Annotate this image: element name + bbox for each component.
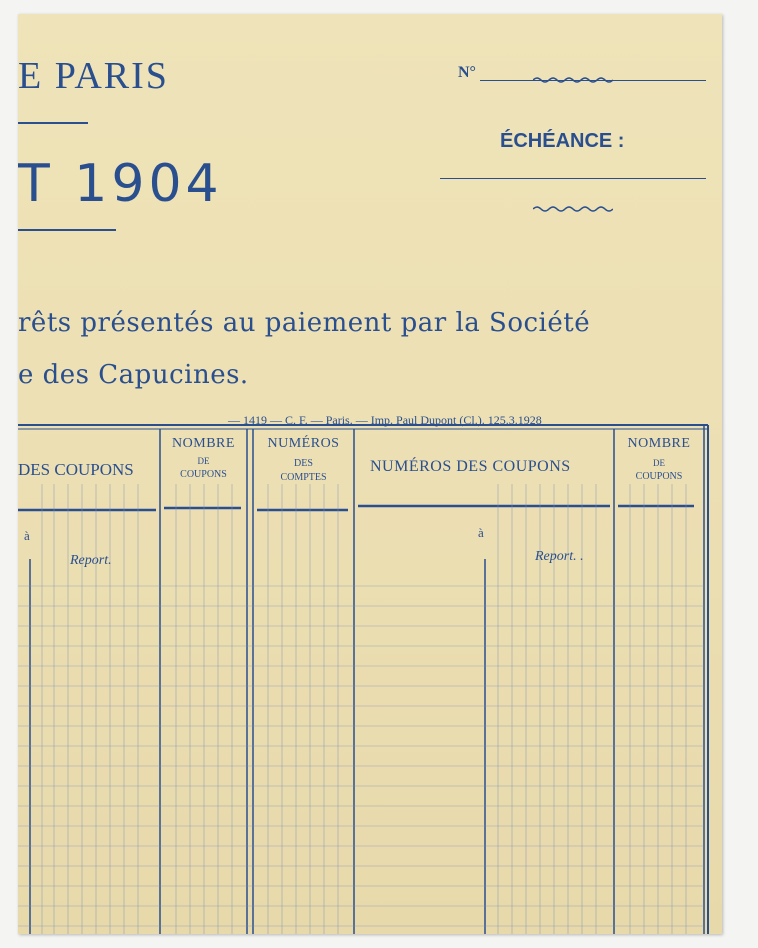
col-coupons-header: DES COUPONS xyxy=(18,460,134,479)
report-left: Report. xyxy=(70,553,112,568)
col-nombre-right-mid: DE xyxy=(653,458,665,468)
col-numeros-top: NUMÉROS xyxy=(267,436,340,451)
col-nombre-right-header xyxy=(614,436,704,482)
printer-line: — 1419 — C. F. — Paris. — Imp. Paul Dupont (Cl.). 125.3.1928 xyxy=(228,413,542,427)
body-line-2: e des Capucines. xyxy=(18,360,249,390)
document-page xyxy=(18,14,722,934)
col-numeros-comptes-header xyxy=(253,436,354,483)
col-nombre-top: NOMBRE xyxy=(172,436,235,451)
col-numeros-mid: DES xyxy=(294,458,313,469)
number-label: N° xyxy=(458,64,476,81)
col-nombre-mid: DE xyxy=(197,456,210,466)
report-right: Report. . xyxy=(535,549,584,564)
col-nombre-right-bot: COUPONS xyxy=(635,471,683,482)
col-numeros-bot: COMPTES xyxy=(280,472,327,483)
header-year: T 1904 xyxy=(18,154,223,214)
col-nombre-header xyxy=(160,436,247,480)
header-paris: E PARIS xyxy=(18,55,169,97)
body-line-1: rêts présentés au paiement par la Société xyxy=(18,308,591,338)
col-numeros-coupons-header: NUMÉROS DES COUPONS xyxy=(370,458,571,475)
col-nombre-bot: COUPONS xyxy=(180,469,227,480)
col-nombre-right-top: NOMBRE xyxy=(627,436,691,451)
echeance-label: ÉCHÉANCE : xyxy=(500,130,625,152)
a-marker-right: à xyxy=(478,525,484,540)
a-marker-left: à xyxy=(24,528,30,543)
